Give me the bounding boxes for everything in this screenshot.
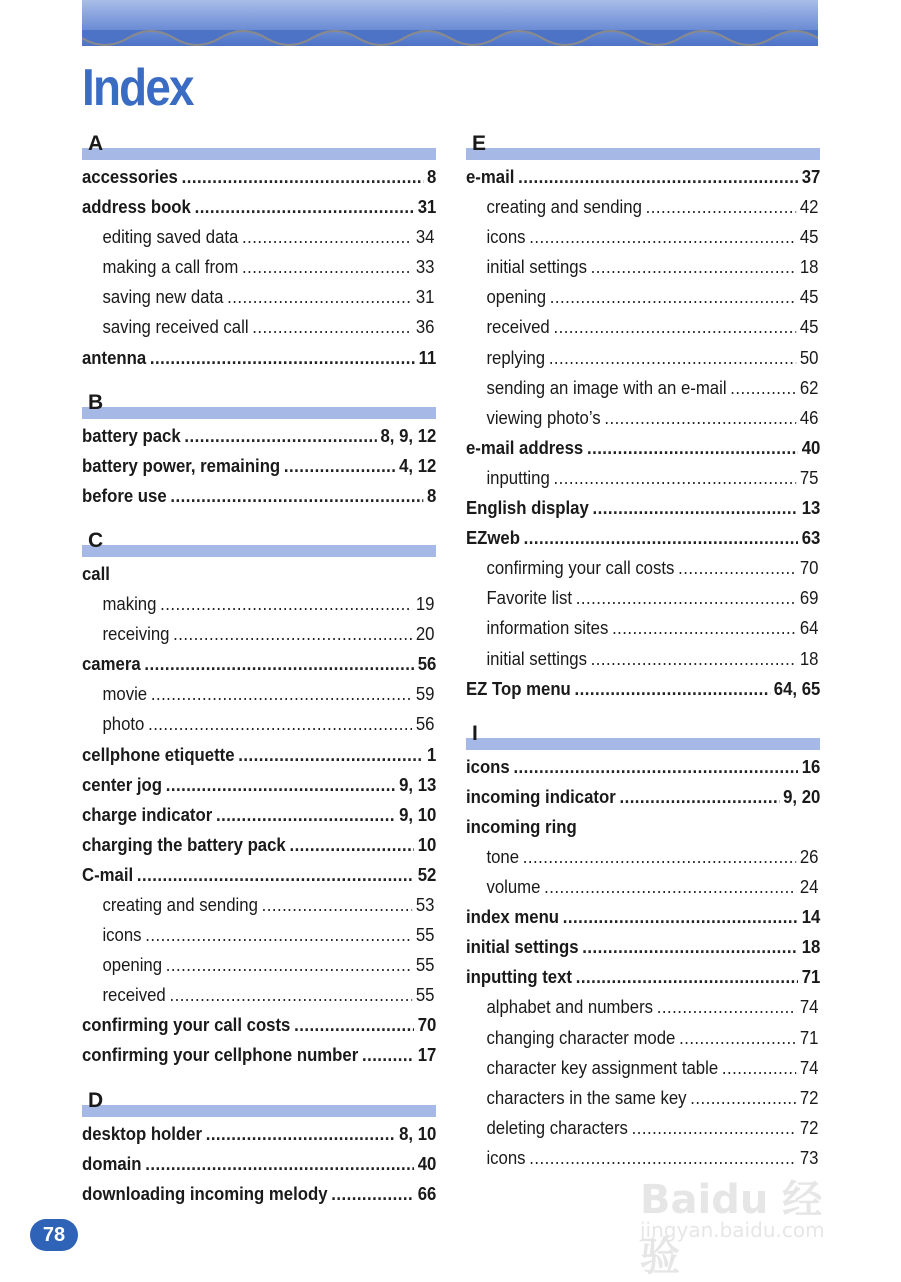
entry-label: cellphone etiquette xyxy=(82,744,235,765)
index-subentry xyxy=(466,312,818,342)
index-entry xyxy=(82,481,436,511)
index-subentry xyxy=(82,890,434,920)
dot-leader xyxy=(170,481,423,511)
entry-label: C-mail xyxy=(82,864,134,885)
page-number-badge: 78 xyxy=(30,1219,78,1251)
index-subentry xyxy=(466,282,818,312)
dot-leader xyxy=(576,583,796,613)
entry-label: confirming your call costs xyxy=(82,1015,291,1036)
entry-page-number: 18 xyxy=(799,648,819,669)
entry-page-number: 45 xyxy=(799,227,819,248)
entry-page-number: 50 xyxy=(799,347,819,368)
index-section xyxy=(82,128,436,373)
entry-label: e-mail xyxy=(466,167,515,187)
entry-label: opening xyxy=(486,287,547,308)
index-subentry xyxy=(82,679,434,709)
index-entry xyxy=(82,830,436,860)
section-header xyxy=(82,525,436,559)
entry-page-number: 63 xyxy=(801,528,821,549)
entry-label: photo xyxy=(102,714,145,735)
section-letter: A xyxy=(88,132,104,155)
entry-label: creating and sending xyxy=(102,894,258,915)
entry-page-number: 37 xyxy=(801,167,821,187)
dot-leader xyxy=(657,992,796,1022)
dot-leader xyxy=(576,962,798,992)
entry-page-number: 31 xyxy=(417,197,437,218)
entry-page-number: 55 xyxy=(415,985,435,1006)
entry-page-number: 16 xyxy=(801,756,821,777)
index-subentry xyxy=(82,619,434,649)
entry-label: center jog xyxy=(82,774,163,795)
entry-page-number: 10 xyxy=(417,834,437,855)
entry-label: initial settings xyxy=(466,937,579,958)
entry-page-number: 73 xyxy=(799,1147,819,1168)
dot-leader xyxy=(591,252,796,282)
entry-label: EZweb xyxy=(466,528,520,549)
dot-leader xyxy=(549,343,796,373)
dot-leader xyxy=(206,1119,396,1149)
dot-leader xyxy=(604,403,796,433)
index-section xyxy=(466,128,820,704)
section-header-bar xyxy=(82,407,436,419)
entry-page-number: 8, 9, 12 xyxy=(380,425,437,446)
index-entry xyxy=(82,649,436,679)
entry-label: received xyxy=(486,317,550,338)
entry-page-number: 71 xyxy=(801,967,821,988)
entry-page-number: 71 xyxy=(799,1027,819,1048)
section-gap xyxy=(82,1071,436,1085)
dot-leader xyxy=(169,980,412,1010)
dot-leader xyxy=(575,674,771,704)
entry-page-number: 59 xyxy=(415,684,435,705)
entry-label: inputting text xyxy=(466,967,573,988)
index-entry xyxy=(466,812,820,842)
entry-label: replying xyxy=(486,347,546,368)
index-entry xyxy=(466,932,820,962)
index-subentry xyxy=(82,980,434,1010)
index-subentry xyxy=(466,583,818,613)
entry-label: making a call from xyxy=(102,257,239,278)
section-letter: E xyxy=(472,132,487,155)
entry-page-number: 74 xyxy=(799,997,819,1018)
entry-page-number: 9, 13 xyxy=(399,774,437,795)
entry-page-number: 11 xyxy=(418,347,437,368)
section-header-bar xyxy=(466,148,820,160)
section-header-bar xyxy=(82,545,436,557)
index-subentry xyxy=(466,252,818,282)
entry-label: domain xyxy=(82,1153,142,1174)
entry-page-number: 52 xyxy=(417,864,437,885)
dot-leader xyxy=(646,192,797,222)
dot-leader xyxy=(679,1023,796,1053)
section-header-bar xyxy=(82,148,436,160)
entry-label: confirming your call costs xyxy=(486,558,675,579)
entry-label: character key assignment table xyxy=(486,1057,719,1078)
dot-leader xyxy=(612,613,796,643)
dot-leader xyxy=(160,589,412,619)
dot-leader xyxy=(331,1179,414,1209)
entry-label: icons xyxy=(466,756,510,777)
dot-leader xyxy=(591,644,796,674)
entry-label: saving received call xyxy=(102,317,249,338)
entry-page-number: 64, 65 xyxy=(773,678,821,699)
entry-page-number: 20 xyxy=(415,624,435,645)
entry-page-number: 64 xyxy=(799,618,819,639)
entry-page-number: 74 xyxy=(799,1057,819,1078)
entry-page-number: 9, 10 xyxy=(399,804,437,825)
entry-label: icons xyxy=(486,1147,526,1168)
entry-page-number: 72 xyxy=(799,1117,819,1138)
entry-label: editing saved data xyxy=(102,227,239,248)
index-entry xyxy=(82,192,436,222)
index-entry xyxy=(466,902,820,932)
index-subentry xyxy=(82,950,434,980)
entry-page-number: 33 xyxy=(415,257,435,278)
index-entry xyxy=(466,752,820,782)
index-column-right xyxy=(466,128,820,1173)
entry-page-number: 19 xyxy=(415,594,435,615)
entry-label: accessories xyxy=(82,167,178,187)
index-entry xyxy=(466,493,820,523)
index-subentry xyxy=(466,1083,818,1113)
index-subentry xyxy=(466,1023,818,1053)
dot-leader xyxy=(144,649,414,679)
entry-page-number: 34 xyxy=(415,227,435,248)
dot-leader xyxy=(563,902,798,932)
index-section xyxy=(466,718,820,1173)
section-header-bar xyxy=(466,738,820,750)
entry-label: e-mail address xyxy=(466,437,584,458)
index-entry xyxy=(82,421,436,451)
entry-label: movie xyxy=(102,684,148,705)
entry-label: deleting characters xyxy=(486,1117,628,1138)
index-entry xyxy=(466,782,820,812)
entry-label: battery power, remaining xyxy=(82,455,281,476)
index-entry xyxy=(82,770,436,800)
watermark-url: jingyan.baidu.com xyxy=(640,1218,825,1242)
entry-page-number: 1 xyxy=(427,744,437,765)
index-entry xyxy=(82,559,436,589)
entry-label: making xyxy=(102,594,157,615)
index-subentry xyxy=(466,553,818,583)
entry-label: creating and sending xyxy=(486,197,642,218)
dot-leader xyxy=(523,842,796,872)
entry-label: inputting xyxy=(486,467,550,488)
dot-leader xyxy=(173,619,412,649)
entry-label: saving new data xyxy=(102,287,224,308)
dot-leader xyxy=(262,890,413,920)
dot-leader xyxy=(690,1083,796,1113)
entry-page-number: 9, 20 xyxy=(783,786,821,807)
index-subentry xyxy=(466,403,818,433)
index-entry xyxy=(82,1010,436,1040)
entry-page-number: 4, 12 xyxy=(399,455,437,476)
dot-leader xyxy=(184,421,376,451)
entry-label: call xyxy=(82,563,110,584)
section-header xyxy=(82,387,436,421)
entry-page-number: 45 xyxy=(799,287,819,308)
section-header xyxy=(82,1085,436,1119)
entry-page-number: 56 xyxy=(415,714,435,735)
index-entry xyxy=(82,1040,436,1070)
entry-page-number: 26 xyxy=(799,846,819,867)
watermark-logo-text: Baidu 经验 xyxy=(640,1177,823,1280)
dot-leader xyxy=(678,553,796,583)
dot-leader xyxy=(513,752,798,782)
dot-leader xyxy=(544,872,796,902)
entry-label: address book xyxy=(82,197,191,218)
entry-label: incoming indicator xyxy=(466,786,616,807)
entry-label: antenna xyxy=(82,347,147,368)
entry-label: incoming ring xyxy=(466,816,577,837)
dot-leader xyxy=(619,782,779,812)
dot-leader xyxy=(362,1040,414,1070)
entry-label: receiving xyxy=(102,624,170,645)
index-entry xyxy=(82,740,436,770)
index-subentry xyxy=(466,1113,818,1143)
dot-leader xyxy=(518,162,798,192)
entry-page-number: 18 xyxy=(799,257,819,278)
entry-label: downloading incoming melody xyxy=(82,1183,328,1204)
index-subentry xyxy=(466,644,818,674)
index-entry xyxy=(82,162,436,192)
header-wave xyxy=(82,30,818,52)
entry-label: sending an image with an e-mail xyxy=(486,377,727,398)
index-subentry xyxy=(466,1053,818,1083)
dot-leader xyxy=(284,451,395,481)
index-subentry xyxy=(82,312,434,342)
dot-leader xyxy=(182,162,424,192)
dot-leader xyxy=(151,679,412,709)
dot-leader xyxy=(730,373,796,403)
entry-page-number: 66 xyxy=(417,1183,437,1204)
entry-label: charging the battery pack xyxy=(82,834,286,855)
entry-page-number: 31 xyxy=(415,287,435,308)
index-subentry xyxy=(82,589,434,619)
watermark xyxy=(640,1160,850,1280)
entry-page-number: 55 xyxy=(415,925,435,946)
dot-leader xyxy=(166,770,396,800)
dot-leader xyxy=(145,1149,414,1179)
dot-leader xyxy=(145,920,412,950)
index-subentry xyxy=(466,343,818,373)
entry-label: received xyxy=(102,985,166,1006)
section-gap xyxy=(466,704,820,718)
entry-label: battery pack xyxy=(82,425,181,446)
section-letter: D xyxy=(88,1088,104,1112)
dot-leader xyxy=(150,343,415,373)
section-header xyxy=(82,128,436,162)
entry-page-number: 17 xyxy=(417,1045,437,1066)
dot-leader xyxy=(137,860,414,890)
index-subentry xyxy=(466,192,818,222)
entry-page-number: 70 xyxy=(799,558,819,579)
section-header xyxy=(466,128,820,162)
dot-leader xyxy=(582,932,798,962)
entry-label: opening xyxy=(102,955,163,976)
section-header xyxy=(466,718,820,752)
index-subentry xyxy=(466,842,818,872)
dot-leader xyxy=(166,950,412,980)
index-subentry xyxy=(82,920,434,950)
section-gap xyxy=(82,373,436,387)
entry-page-number: 8, 10 xyxy=(399,1123,437,1144)
dot-leader xyxy=(195,192,414,222)
dot-leader xyxy=(524,523,798,553)
section-gap xyxy=(82,511,436,525)
entry-page-number: 53 xyxy=(415,894,435,915)
index-subentry xyxy=(82,282,434,312)
index-subentry xyxy=(466,222,818,252)
entry-label: characters in the same key xyxy=(486,1087,687,1108)
entry-page-number: 18 xyxy=(801,937,821,958)
index-entry xyxy=(466,674,820,704)
dot-leader xyxy=(587,433,798,463)
dot-leader xyxy=(148,709,412,739)
index-entry xyxy=(82,343,436,373)
entry-label: icons xyxy=(486,227,526,248)
section-letter: I xyxy=(472,721,478,745)
index-entry xyxy=(82,1119,436,1149)
entry-label: initial settings xyxy=(486,257,587,278)
index-entry xyxy=(466,433,820,463)
dot-leader xyxy=(593,493,798,523)
entry-page-number: 69 xyxy=(799,588,819,609)
index-entry xyxy=(466,162,820,192)
dot-leader xyxy=(553,463,796,493)
entry-label: tone xyxy=(486,846,520,867)
dot-leader xyxy=(632,1113,796,1143)
entry-page-number: 55 xyxy=(415,955,435,976)
entry-label: before use xyxy=(82,485,167,506)
entry-page-number: 72 xyxy=(799,1087,819,1108)
index-subentry xyxy=(466,463,818,493)
dot-leader xyxy=(553,312,796,342)
index-column-left xyxy=(82,128,436,1209)
entry-page-number: 75 xyxy=(799,467,819,488)
page-title: Index xyxy=(82,59,193,117)
entry-label: alphabet and numbers xyxy=(486,997,654,1018)
entry-label: charge indicator xyxy=(82,804,213,825)
entry-label: English display xyxy=(466,498,589,519)
entry-page-number: 14 xyxy=(801,907,821,928)
entry-label: camera xyxy=(82,654,141,675)
index-subentry xyxy=(466,992,818,1022)
entry-page-number: 40 xyxy=(801,437,821,458)
entry-page-number: 40 xyxy=(417,1153,437,1174)
entry-page-number: 45 xyxy=(799,317,819,338)
section-letter: B xyxy=(88,390,104,414)
entry-page-number: 8 xyxy=(427,485,437,506)
index-section xyxy=(82,525,436,1071)
index-entry xyxy=(82,860,436,890)
entry-page-number: 42 xyxy=(799,197,819,218)
entry-page-number: 46 xyxy=(799,407,819,428)
entry-label: Favorite list xyxy=(486,588,573,609)
entry-label: changing character mode xyxy=(486,1027,676,1048)
entry-page-number: 13 xyxy=(801,498,821,519)
dot-leader xyxy=(216,800,395,830)
index-subentry xyxy=(466,613,818,643)
index-entry xyxy=(82,1149,436,1179)
index-subentry xyxy=(82,222,434,252)
index-subentry xyxy=(82,709,434,739)
entry-page-number: 62 xyxy=(799,377,819,398)
entry-label: viewing photo’s xyxy=(486,407,601,428)
dot-leader xyxy=(294,1010,414,1040)
dot-leader xyxy=(242,252,412,282)
index-entry xyxy=(82,451,436,481)
dot-leader xyxy=(529,222,796,252)
index-section xyxy=(82,1085,436,1209)
dot-leader xyxy=(252,312,412,342)
entry-page-number: 56 xyxy=(417,654,437,675)
index-section xyxy=(82,387,436,511)
index-entry xyxy=(82,800,436,830)
entry-label: information sites xyxy=(486,618,609,639)
dot-leader xyxy=(289,830,414,860)
entry-page-number: 36 xyxy=(415,317,435,338)
entry-label: icons xyxy=(102,925,142,946)
index-subentry xyxy=(466,872,818,902)
dot-leader xyxy=(722,1053,796,1083)
index-subentry xyxy=(82,252,434,282)
entry-label: confirming your cellphone number xyxy=(82,1045,359,1066)
entry-page-number: 24 xyxy=(799,877,819,898)
entry-label: desktop holder xyxy=(82,1123,202,1144)
dot-leader xyxy=(238,740,423,770)
entry-page-number: 70 xyxy=(417,1015,437,1036)
entry-label: volume xyxy=(486,877,541,898)
index-subentry xyxy=(466,373,818,403)
section-header-bar xyxy=(82,1105,436,1117)
entry-label: index menu xyxy=(466,907,560,928)
index-entry xyxy=(82,1179,436,1209)
index-entry xyxy=(466,962,820,992)
index-entry xyxy=(466,523,820,553)
entry-label: EZ Top menu xyxy=(466,678,571,699)
entry-label: initial settings xyxy=(486,648,587,669)
section-letter: C xyxy=(88,528,104,552)
dot-leader xyxy=(242,222,412,252)
dot-leader xyxy=(227,282,412,312)
dot-leader xyxy=(550,282,796,312)
entry-page-number: 8 xyxy=(427,167,437,187)
